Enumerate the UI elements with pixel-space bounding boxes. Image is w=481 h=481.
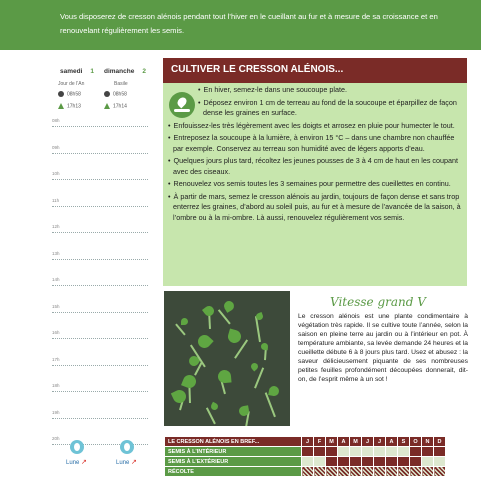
instructions-list xyxy=(163,85,467,225)
day-name: dimanche xyxy=(104,68,135,75)
moon-icon xyxy=(70,440,84,454)
calendar-cell xyxy=(302,467,314,477)
calendar-cell xyxy=(398,457,410,467)
day-name: samedi xyxy=(60,68,83,75)
sprout-leaf xyxy=(268,385,280,397)
moon-icon xyxy=(120,440,134,454)
calendar-cell xyxy=(362,457,374,467)
calendar-cell xyxy=(410,467,422,477)
sprout-leaf xyxy=(217,369,231,383)
calendar-cell xyxy=(314,467,326,477)
month-header: M xyxy=(350,437,362,447)
hour-line: 17h xyxy=(52,357,148,366)
calendar-cell xyxy=(410,447,422,457)
hour-line: 16h xyxy=(52,330,148,339)
instructions-panel xyxy=(163,58,467,286)
calendar-cell xyxy=(326,467,338,477)
hour-line: 11h xyxy=(52,198,148,207)
calendar-cell xyxy=(314,447,326,457)
variety-text: Le cresson alénois est une plante condimentaire à végétation très rapide. Il se cultive toute l’année, selon la saison en pleine terre au jardin ou à l’intérieur en pot. À température ambiante, sa levée demande 24 heures et la cueillette débute 6 à 8 jours plus tard. Usez et abusez : la saveur délicieusement piquante de ses nombreuses petites feuilles profondément découpées donnerait, dit-on, de l’esprit même à un sot ! xyxy=(298,313,468,383)
instruction-item: • Renouvelez vos semis toutes les 3 semaines pour permettre des cueillettes en continu. xyxy=(163,179,461,190)
month-header: O xyxy=(410,437,422,447)
calendar-cell xyxy=(326,457,338,467)
moon-label: Lune ↗ xyxy=(66,459,87,466)
instruction-item: • En hiver, semez-le dans une soucoupe plate. xyxy=(163,85,461,96)
calendar-cell xyxy=(302,447,314,457)
month-header: S xyxy=(398,437,410,447)
calendar-cell xyxy=(362,467,374,477)
day-1-header xyxy=(60,68,94,75)
growing-calendar xyxy=(164,436,446,477)
sprout-leaf xyxy=(260,342,268,350)
hour-line: 20h xyxy=(52,436,148,445)
calendar-cell xyxy=(338,447,350,457)
calendar-cell xyxy=(374,457,386,467)
calendar-cell xyxy=(386,467,398,477)
sprout-leaf xyxy=(222,299,236,313)
hour-line: 18h xyxy=(52,383,148,392)
sunrise-icon xyxy=(58,91,64,97)
panel-title-bar xyxy=(163,58,467,83)
calendar-cell xyxy=(434,457,446,467)
sunset-time: 17h14 xyxy=(113,103,127,110)
day-number: 2 xyxy=(142,68,146,75)
month-header: J xyxy=(302,437,314,447)
panel-title: CULTIVER LE CRESSON ALÉNOIS... xyxy=(171,64,344,75)
sprout-leaf xyxy=(170,387,187,404)
month-header: M xyxy=(326,437,338,447)
month-header: N xyxy=(422,437,434,447)
calendar-cell xyxy=(398,467,410,477)
calendar-row-label: RÉCOLTE xyxy=(165,467,302,477)
hour-line: 15h xyxy=(52,304,148,313)
calendar-cell xyxy=(350,457,362,467)
sprout-stem xyxy=(175,324,185,336)
hour-line: 14h xyxy=(52,277,148,286)
month-header: J xyxy=(362,437,374,447)
instruction-item: • Quelques jours plus tard, récoltez les jeunes pousses de 3 à 4 cm de haut en les coupant avec des ciseaux. xyxy=(163,156,461,177)
calendar-row-label: SEMIS À L’INTÉRIEUR xyxy=(165,447,302,457)
hour-line: 09h xyxy=(52,145,148,154)
sprout-leaf xyxy=(209,401,218,410)
moon-label: Lune ↗ xyxy=(116,459,137,466)
day-number: 1 xyxy=(90,68,95,75)
calendar-header: LE CRESSON ALÉNOIS EN BREF... xyxy=(165,437,302,447)
sunset-row xyxy=(58,103,81,109)
calendar-cell xyxy=(350,467,362,477)
sunrise-row xyxy=(58,91,81,97)
instruction-item: • Déposez environ 1 cm de terreau au fond de la soucoupe et éparpillez de façon dense les graines en surface. xyxy=(163,98,461,119)
hour-line: 19h xyxy=(52,410,148,419)
calendar-cell xyxy=(314,457,326,467)
sunrise-time: 08h58 xyxy=(67,91,81,98)
instruction-item: • À partir de mars, semez le cresson alénois au jardin, toujours de façon dense et sans trop enterrez les graines, d’abord au soleil puis, au fur et à mesure de l’avancée de la saison, à l’ombre ou à la mi-ombre. Là aussi, renouvelez régulièrement vos semis. xyxy=(163,192,461,224)
arrow-up-icon: ↗ xyxy=(131,459,137,466)
calendar-cell xyxy=(398,447,410,457)
calendar-cell xyxy=(422,457,434,467)
calendar-cell xyxy=(374,447,386,457)
sunset-time: 17h13 xyxy=(67,103,81,110)
calendar-cell xyxy=(326,447,338,457)
calendar-cell xyxy=(338,467,350,477)
calendar-row-label: SEMIS À L’EXTÉRIEUR xyxy=(165,457,302,467)
seedling-hand-icon xyxy=(169,92,195,118)
sprout-leaf xyxy=(181,318,188,325)
sprout-leaf xyxy=(195,332,213,350)
intro-banner xyxy=(0,0,481,50)
sunset-icon xyxy=(58,103,64,109)
calendar-row xyxy=(165,467,446,477)
intro-text: Vous disposerez de cresson alénois pendant tout l’hiver en le cueillant au fur et à mesure de sa croissance et en renouvelant régulièrement les semis. xyxy=(60,12,438,35)
calendar-cell xyxy=(350,447,362,457)
sunset-icon xyxy=(104,103,110,109)
hour-line: 08h xyxy=(52,118,148,127)
variety-title: Vitesse grand V xyxy=(330,295,426,309)
sunrise-row xyxy=(104,91,127,97)
saint-name: Basile xyxy=(114,81,128,87)
moon-legend xyxy=(62,440,172,476)
sunrise-time: 08h58 xyxy=(113,91,127,98)
calendar-cell xyxy=(386,447,398,457)
month-header: J xyxy=(374,437,386,447)
sprout-leaf xyxy=(249,361,259,371)
hour-line: 13h xyxy=(52,251,148,260)
calendar-cell xyxy=(410,457,422,467)
calendar-cell xyxy=(422,467,434,477)
calendar-cell xyxy=(338,457,350,467)
calendar-cell xyxy=(386,457,398,467)
sunset-row xyxy=(104,103,127,109)
calendar-row xyxy=(165,457,446,467)
hour-line: 12h xyxy=(52,224,148,233)
saint-name: Jour de l’An xyxy=(58,81,85,87)
month-header: D xyxy=(434,437,446,447)
calendar-cell xyxy=(422,447,434,457)
month-header: A xyxy=(338,437,350,447)
day-2-header xyxy=(104,68,146,75)
sprout-leaf xyxy=(226,328,242,344)
calendar-cell xyxy=(302,457,314,467)
month-header: F xyxy=(314,437,326,447)
cress-photo xyxy=(164,291,290,426)
calendar-row xyxy=(165,447,446,457)
sprout-leaf xyxy=(202,304,216,318)
diary-column xyxy=(52,68,152,468)
instruction-item: • Entreposez la soucoupe à la lumière, à environ 15 °C – dans une chambre non chauffée par exemple. Conservez au terreau son humidité avec de légers apports d’eau. xyxy=(163,133,461,154)
sprout-stem xyxy=(254,367,264,388)
sunrise-icon xyxy=(104,91,110,97)
arrow-up-icon: ↗ xyxy=(81,459,87,466)
instruction-item: • Enfouissez-les très légèrement avec les doigts et arrosez en pluie pour humecter le tout. xyxy=(163,121,461,132)
calendar-cell xyxy=(362,447,374,457)
calendar-cell xyxy=(374,467,386,477)
calendar-cell xyxy=(434,447,446,457)
month-header: A xyxy=(386,437,398,447)
calendar-cell xyxy=(434,467,446,477)
hour-line: 10h xyxy=(52,171,148,180)
